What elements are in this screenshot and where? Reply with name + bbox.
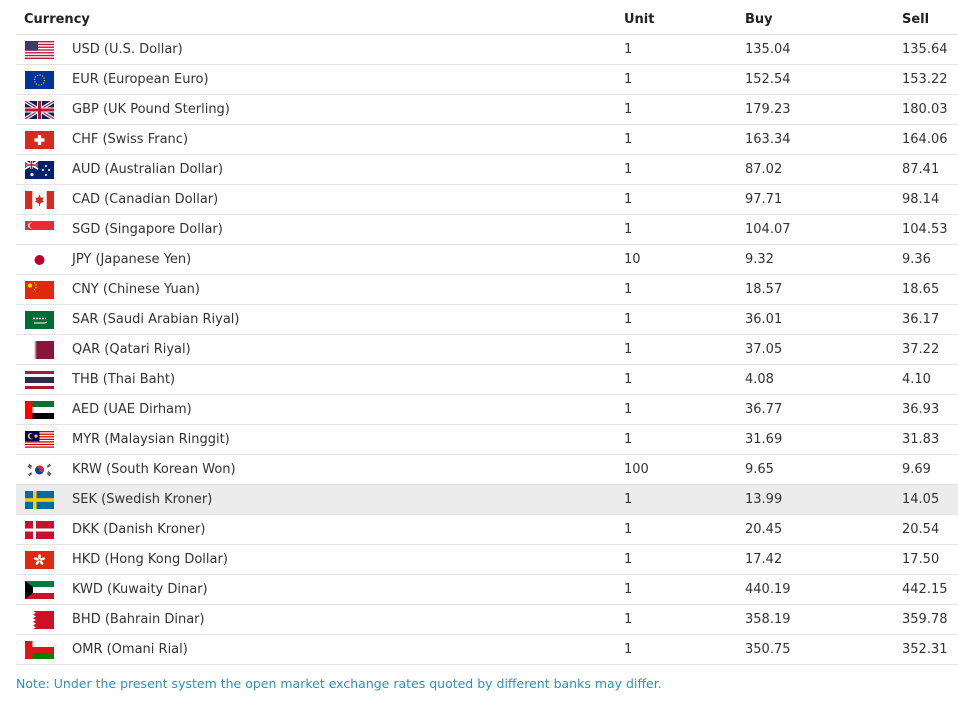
- unit-value: 1: [624, 72, 633, 87]
- unit-value: 1: [624, 522, 633, 537]
- ae-flag-icon: [25, 395, 54, 425]
- currency-name: GBP (UK Pound Sterling): [72, 102, 230, 117]
- gb-flag-icon: [25, 95, 54, 125]
- table-row: [16, 365, 958, 395]
- unit-value: 1: [624, 312, 633, 327]
- currency-name: BHD (Bahrain Dinar): [72, 612, 205, 627]
- sell-rate: 4.10: [902, 372, 931, 387]
- unit-value: 1: [624, 222, 633, 237]
- table-row: [16, 125, 958, 155]
- kr-flag-icon: [25, 455, 54, 485]
- sg-flag-icon: [25, 215, 54, 245]
- unit-value: 1: [624, 132, 633, 147]
- buy-rate: 4.08: [745, 372, 774, 387]
- table-row: [16, 545, 958, 575]
- currency-name: EUR (European Euro): [72, 72, 209, 87]
- currency-name: SGD (Singapore Dollar): [72, 222, 223, 237]
- buy-rate: 358.19: [745, 612, 791, 627]
- sell-rate: 104.53: [902, 222, 948, 237]
- currency-name: MYR (Malaysian Ringgit): [72, 432, 230, 447]
- buy-rate: 163.34: [745, 132, 791, 147]
- buy-rate: 9.65: [745, 462, 774, 477]
- table-row: [16, 35, 958, 65]
- sell-rate: 9.36: [902, 252, 931, 267]
- au-flag-icon: [25, 155, 54, 185]
- buy-rate: 97.71: [745, 192, 783, 207]
- buy-rate: 104.07: [745, 222, 791, 237]
- currency-name: OMR (Omani Rial): [72, 642, 188, 657]
- currency-name: HKD (Hong Kong Dollar): [72, 552, 228, 567]
- sell-rate: 442.15: [902, 582, 948, 597]
- table-row: [16, 485, 958, 515]
- buy-rate: 440.19: [745, 582, 791, 597]
- table-row: [16, 65, 958, 95]
- qa-flag-icon: [25, 335, 54, 365]
- sell-rate: 36.93: [902, 402, 940, 417]
- buy-rate: 36.01: [745, 312, 783, 327]
- buy-rate: 18.57: [745, 282, 783, 297]
- sell-rate: 9.69: [902, 462, 931, 477]
- unit-value: 10: [624, 252, 641, 267]
- header-sell: Sell: [902, 12, 930, 27]
- sell-rate: 36.17: [902, 312, 940, 327]
- buy-rate: 135.04: [745, 42, 791, 57]
- sell-rate: 14.05: [902, 492, 940, 507]
- currency-name: QAR (Qatari Riyal): [72, 342, 191, 357]
- currency-name: JPY (Japanese Yen): [72, 252, 192, 267]
- table-row: [16, 215, 958, 245]
- sell-rate: 37.22: [902, 342, 940, 357]
- sell-rate: 153.22: [902, 72, 948, 87]
- buy-rate: 13.99: [745, 492, 783, 507]
- disclaimer-note: Note: Under the present system the open market exchange rates quoted by different banks may differ.: [16, 676, 662, 691]
- sell-rate: 180.03: [902, 102, 948, 117]
- sell-rate: 352.31: [902, 642, 948, 657]
- buy-rate: 20.45: [745, 522, 783, 537]
- kw-flag-icon: [25, 575, 54, 605]
- sell-rate: 17.50: [902, 552, 940, 567]
- buy-rate: 37.05: [745, 342, 783, 357]
- bh-flag-icon: [25, 605, 54, 635]
- unit-value: 100: [624, 462, 649, 477]
- buy-rate: 9.32: [745, 252, 774, 267]
- unit-value: 1: [624, 42, 633, 57]
- sell-rate: 98.14: [902, 192, 940, 207]
- buy-rate: 31.69: [745, 432, 783, 447]
- se-flag-icon: [25, 485, 54, 515]
- buy-rate: 179.23: [745, 102, 791, 117]
- unit-value: 1: [624, 162, 633, 177]
- eu-flag-icon: [25, 65, 54, 95]
- sell-rate: 18.65: [902, 282, 940, 297]
- table-row: [16, 335, 958, 365]
- currency-name: CHF (Swiss Franc): [72, 132, 189, 147]
- table-row: [16, 155, 958, 185]
- table-body: [16, 35, 958, 665]
- currency-name: CNY (Chinese Yuan): [72, 282, 200, 297]
- unit-value: 1: [624, 642, 633, 657]
- om-flag-icon: [25, 635, 54, 665]
- jp-flag-icon: [25, 245, 54, 275]
- unit-value: 1: [624, 492, 633, 507]
- buy-rate: 152.54: [745, 72, 791, 87]
- table-row: [16, 425, 958, 455]
- currency-name: DKK (Danish Kroner): [72, 522, 206, 537]
- currency-name: AUD (Australian Dollar): [72, 162, 224, 177]
- table-row: [16, 635, 958, 665]
- unit-value: 1: [624, 582, 633, 597]
- currency-name: KRW (South Korean Won): [72, 462, 236, 477]
- cn-flag-icon: [25, 275, 54, 305]
- sell-rate: 87.41: [902, 162, 940, 177]
- dk-flag-icon: [25, 515, 54, 545]
- buy-rate: 350.75: [745, 642, 791, 657]
- us-flag-icon: [25, 35, 54, 65]
- table-row: [16, 605, 958, 635]
- unit-value: 1: [624, 342, 633, 357]
- ch-flag-icon: [25, 125, 54, 155]
- header-currency: Currency: [24, 12, 90, 27]
- unit-value: 1: [624, 372, 633, 387]
- currency-name: USD (U.S. Dollar): [72, 42, 183, 57]
- header-buy: Buy: [745, 12, 773, 27]
- unit-value: 1: [624, 552, 633, 567]
- buy-rate: 87.02: [745, 162, 783, 177]
- unit-value: 1: [624, 282, 633, 297]
- currency-name: SEK (Swedish Kroner): [72, 492, 213, 507]
- table-row: [16, 515, 958, 545]
- unit-value: 1: [624, 402, 633, 417]
- table-row: [16, 245, 958, 275]
- currency-name: SAR (Saudi Arabian Riyal): [72, 312, 240, 327]
- table-header: [16, 5, 958, 35]
- table-row: [16, 305, 958, 335]
- table-row: [16, 455, 958, 485]
- unit-value: 1: [624, 192, 633, 207]
- unit-value: 1: [624, 612, 633, 627]
- table-row: [16, 185, 958, 215]
- ca-flag-icon: [25, 185, 54, 215]
- currency-name: CAD (Canadian Dollar): [72, 192, 219, 207]
- sell-rate: 135.64: [902, 42, 948, 57]
- exchange-rate-table: [16, 5, 958, 665]
- currency-name: THB (Thai Baht): [72, 372, 176, 387]
- sell-rate: 164.06: [902, 132, 948, 147]
- unit-value: 1: [624, 102, 633, 117]
- unit-value: 1: [624, 432, 633, 447]
- buy-rate: 17.42: [745, 552, 783, 567]
- table-row: [16, 275, 958, 305]
- sell-rate: 20.54: [902, 522, 940, 537]
- table-row: [16, 95, 958, 125]
- sell-rate: 359.78: [902, 612, 948, 627]
- table-row: [16, 395, 958, 425]
- header-unit: Unit: [624, 12, 655, 27]
- my-flag-icon: [25, 425, 54, 455]
- hk-flag-icon: [25, 545, 54, 575]
- sa-flag-icon: [25, 305, 54, 335]
- currency-name: AED (UAE Dirham): [72, 402, 192, 417]
- currency-name: KWD (Kuwaity Dinar): [72, 582, 208, 597]
- table-row: [16, 575, 958, 605]
- buy-rate: 36.77: [745, 402, 783, 417]
- th-flag-icon: [25, 365, 54, 395]
- sell-rate: 31.83: [902, 432, 940, 447]
